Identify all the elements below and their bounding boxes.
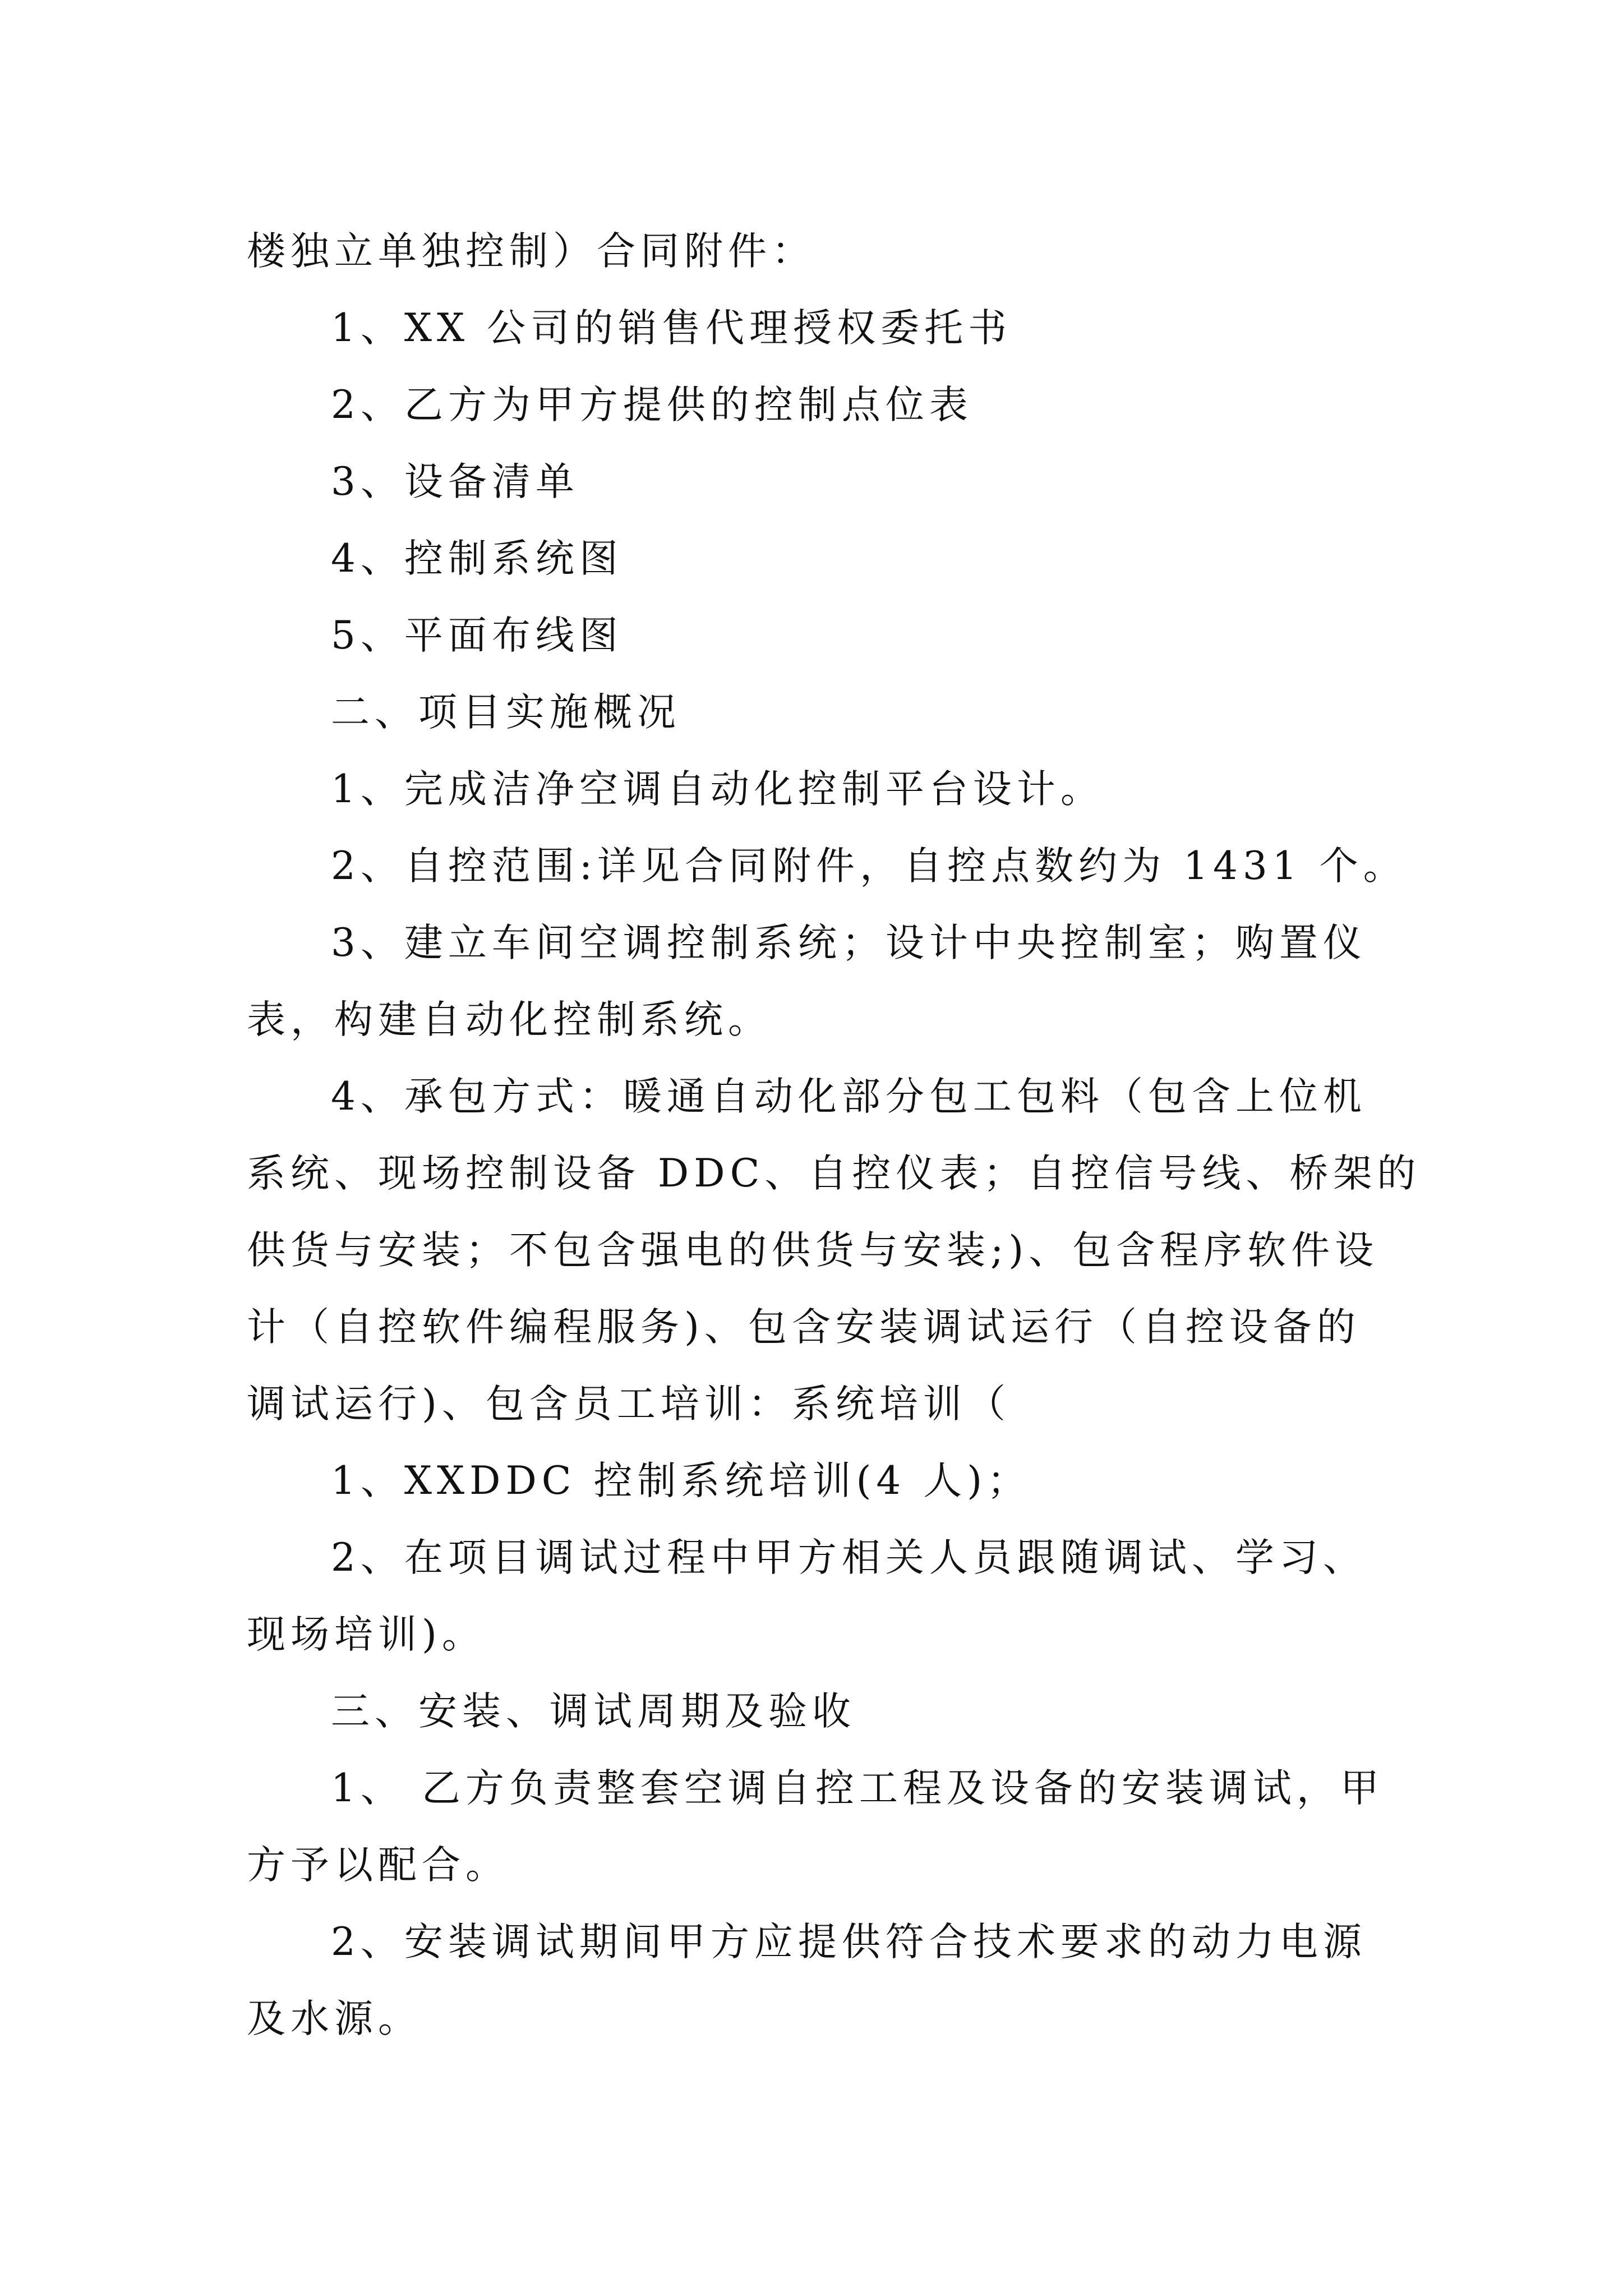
paragraph-line: 供货与安装；不包含强电的供货与安装;)、包含程序软件设 [247,1228,1379,1273]
paragraph-line: 系统、现场控制设备 DDC、自控仪表；自控信号线、桥架的 [247,1151,1421,1196]
attachment-item: 4、控制系统图 [331,536,623,581]
paragraph-line: 现场培训)。 [247,1612,486,1657]
paragraph-line: 及水源。 [247,1996,422,2041]
attachment-item: 2、乙方为甲方提供的控制点位表 [331,383,973,427]
document-body [247,213,1421,2058]
text-line: 楼独立单独控制）合同附件： [247,229,815,274]
paragraph-line: 表，构建自动化控制系统。 [247,997,772,1042]
paragraph-line: 4、承包方式：暖通自动化部分包工包料（包含上位机 [331,1074,1367,1119]
paragraph-line: 1、XXDDC 控制系统培训(4 人)； [331,1458,1031,1503]
paragraph-line: 2、自控范围:详见合同附件，自控点数约为 1431 个。 [331,844,1407,889]
paragraph-line: 调试运行)、包含员工培训：系统培训（ [247,1382,1011,1427]
paragraph-line: 计（自控软件编程服务)、包含安装调试运行（自控设备的 [247,1305,1361,1350]
paragraph-line: 方予以配合。 [247,1843,509,1888]
paragraph-line: 1、 乙方负责整套空调自控工程及设备的安装调试，甲 [331,1766,1384,1811]
attachment-item: 3、设备清单 [331,459,579,504]
paragraph-line: 2、在项目调试过程中甲方相关人员跟随调试、学习、 [331,1535,1367,1580]
paragraph-line: 2、安装调试期间甲方应提供符合技术要求的动力电源 [331,1920,1367,1964]
attachment-item: 5、平面布线图 [331,613,623,658]
section-heading: 二、项目实施概况 [331,690,681,735]
paragraph-line: 3、建立车间空调控制系统；设计中央控制室；购置仪 [331,921,1367,965]
attachment-item: 1、XX 公司的销售代理授权委托书 [331,306,1012,351]
section-heading: 三、安装、调试周期及验收 [331,1689,856,1734]
paragraph-line: 1、完成洁净空调自动化控制平台设计。 [331,767,1104,812]
